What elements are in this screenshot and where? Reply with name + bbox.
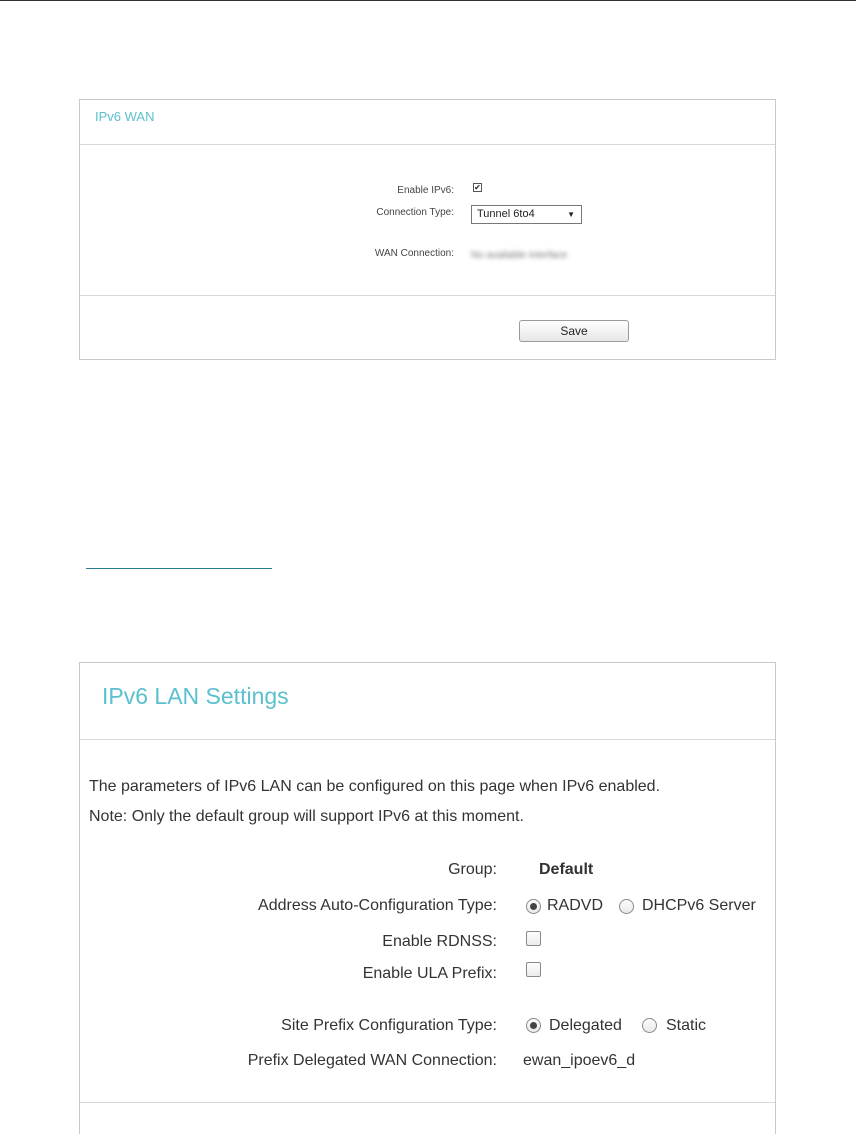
group-value: Default	[539, 861, 594, 878]
divider	[80, 144, 775, 145]
static-option-label[interactable]: Static	[666, 1017, 707, 1034]
description-line-2: Note: Only the default group will support IPv6 at this moment.	[89, 808, 524, 825]
wan-connection-value: No available interface	[471, 250, 568, 261]
connection-type-select[interactable]	[471, 205, 582, 224]
delegated-radio[interactable]	[526, 1018, 541, 1033]
rdnss-checkbox[interactable]	[526, 931, 541, 946]
panel-title: IPv6 WAN	[95, 109, 155, 124]
rdnss-label: Enable RDNSS:	[382, 933, 497, 950]
connection-type-label: Connection Type:	[376, 207, 454, 218]
divider	[80, 1102, 775, 1103]
wan-connection-label: WAN Connection:	[374, 248, 454, 259]
radvd-option-label[interactable]: RADVD	[547, 897, 604, 914]
enable-ipv6-label: Enable IPv6:	[397, 185, 454, 196]
ula-prefix-label: Enable ULA Prefix:	[362, 965, 497, 982]
dhcpv6-server-option-label[interactable]: DHCPv6 Server	[642, 897, 756, 914]
save-button[interactable]: Save	[519, 320, 629, 342]
site-prefix-label: Site Prefix Configuration Type:	[281, 1017, 497, 1034]
enable-ipv6-checkbox[interactable]	[473, 183, 482, 192]
divider	[80, 739, 775, 740]
group-label: Group:	[448, 861, 497, 878]
radvd-radio[interactable]	[526, 899, 541, 914]
checkmark-icon: ✔	[474, 183, 481, 192]
description-line-1: The parameters of IPv6 LAN can be configured on this page when IPv6 enabled.	[89, 778, 661, 795]
address-config-label: Address Auto-Configuration Type:	[258, 897, 497, 914]
prefix-delegated-wan-value: ewan_ipoev6_d	[523, 1052, 636, 1069]
prefix-delegated-wan-label: Prefix Delegated WAN Connection:	[247, 1052, 497, 1069]
connection-type-value: Tunnel 6to4	[477, 208, 535, 220]
dropdown-arrow-icon: ▼	[567, 210, 575, 219]
ipv6-wan-panel	[79, 99, 776, 360]
ula-prefix-checkbox[interactable]	[526, 962, 541, 977]
section-link-underline[interactable]	[86, 558, 272, 569]
delegated-option-label[interactable]: Delegated	[549, 1017, 622, 1034]
divider	[80, 295, 775, 296]
static-radio[interactable]	[642, 1018, 657, 1033]
dhcpv6-server-radio[interactable]	[619, 899, 634, 914]
ipv6-lan-settings-panel	[79, 662, 776, 1134]
panel-title: IPv6 LAN Settings	[102, 683, 289, 709]
page-top-rule	[0, 0, 856, 1]
